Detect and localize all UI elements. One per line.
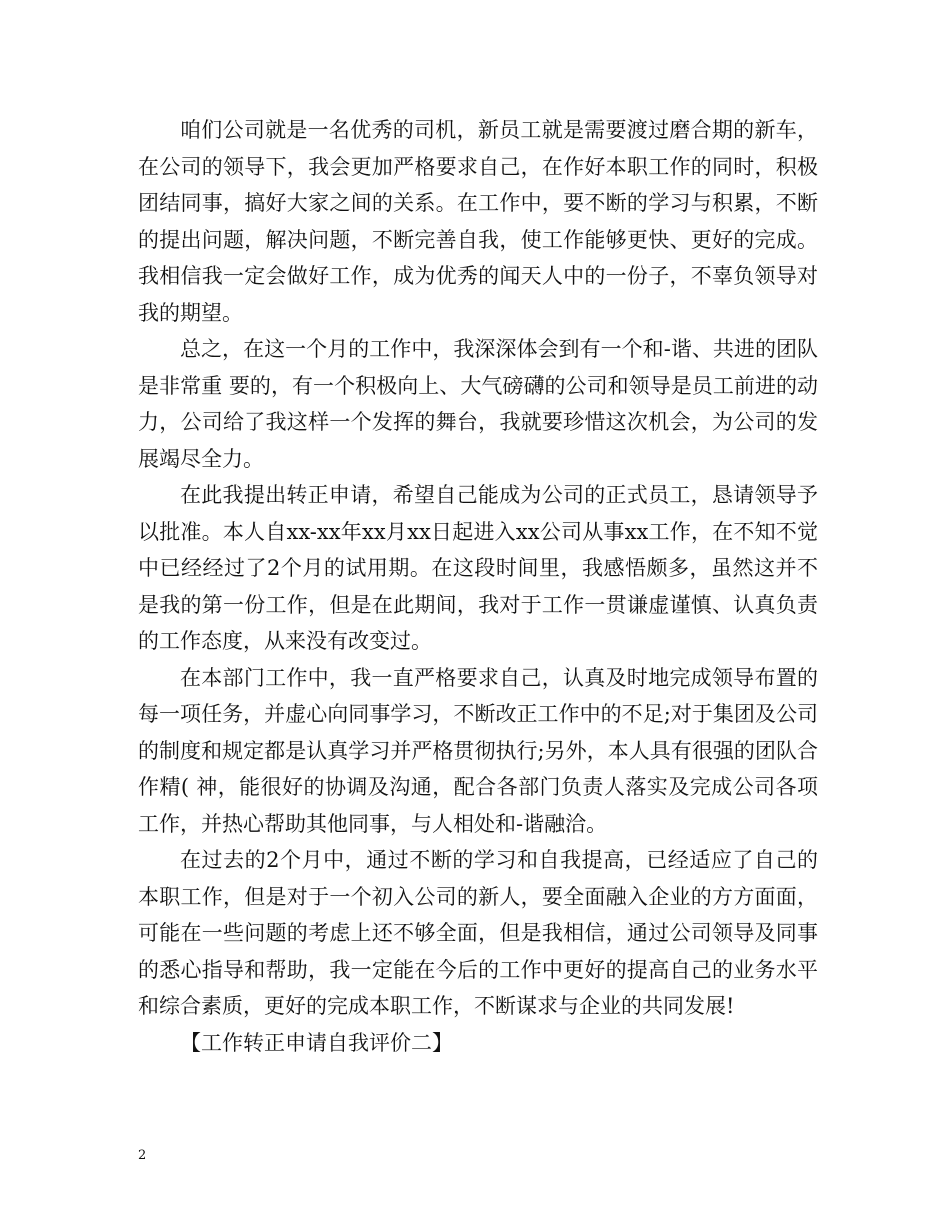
document-body	[138, 112, 818, 1061]
paragraph-4: 在本部门工作中，我一直严格要求自己，认真及时地完成领导布置的每一项任务，并虚心向同事学习，不断改正工作中的不足;对于集团及公司的制度和规定都是认真学习并严格贯彻执行;另外，本人具有很强的团队合作精( 神，能很好的协调及沟通，配合各部门负责人落实及完成公司各项工作，并热心帮助其他同事，与人相处和-谐融洽。	[138, 665, 818, 836]
page-number: 2	[138, 1148, 147, 1163]
paragraph-5: 在过去的2个月中，通过不断的学习和自我提高，已经适应了自己的本职工作，但是对于一个初入公司的新人，要全面融入企业的方方面面，可能在一些问题的考虑上还不够全面，但是我相信，通过公司领导及同事的悉心指导和帮助，我一定能在今后的工作中更好的提高自己的业务水平和综合素质，更好的完成本职工作，不断谋求与企业的共同发展!	[138, 848, 818, 1018]
section-heading: 【工作转正申请自我评价二】	[180, 1030, 453, 1055]
paragraph-2: 总之，在这一个月的工作中，我深深体会到有一个和-谐、共进的团队是非常重 要的，有一个积极向上、大气磅礴的公司和领导是员工前进的动力，公司给了我这样一个发挥的舞台，我就要珍惜这次机会，为公司的发展竭尽全力。	[138, 337, 818, 471]
paragraph-1: 咱们公司就是一名优秀的司机，新员工就是需要渡过磨合期的新车，在公司的领导下，我会更加严格要求自己，在作好本职工作的同时，积极团结同事，搞好大家之间的关系。在工作中，要不断的学习与积累，不断的提出问题，解决问题，不断完善自我，使工作能够更快、更好的完成。我相信我一定会做好工作，成为优秀的闻天人中的一份子，不辜负领导对我的期望。	[138, 118, 818, 325]
paragraph-3: 在此我提出转正申请，希望自己能成为公司的正式员工，恳请领导予以批准。本人自xx-xx年xx月xx日起进入xx公司从事xx工作，在不知不觉中已经经过了2个月的试用期。在这段时间里，我感悟颇多，虽然这并不是我的第一份工作，但是在此期间，我对于工作一贯谦虚谨慎、认真负责的工作态度，从来没有改变过。	[138, 483, 818, 653]
